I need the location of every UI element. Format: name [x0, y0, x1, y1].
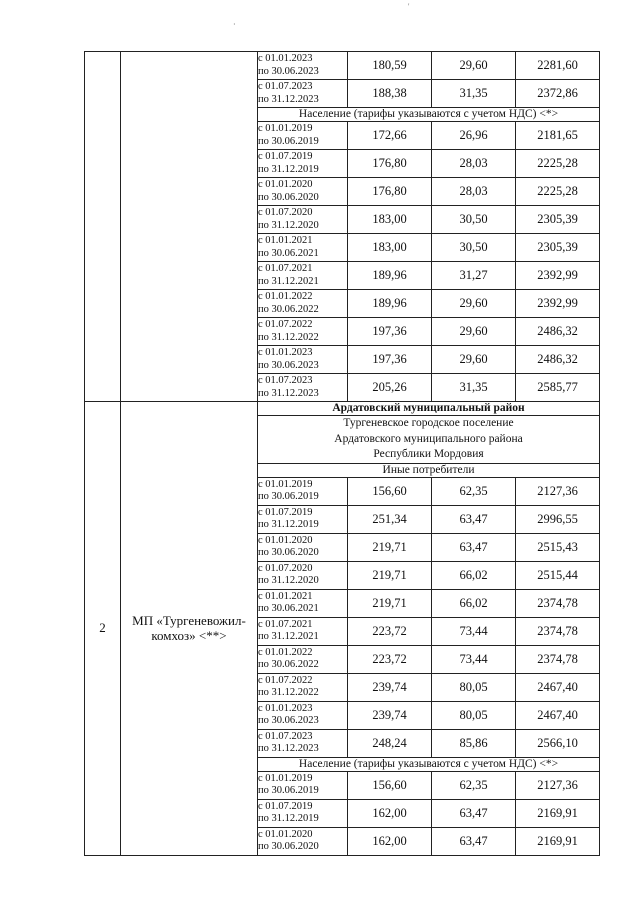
- tariff-value-1: 239,74: [348, 673, 432, 701]
- period-end: по 31.12.2019: [258, 519, 319, 530]
- period-end: по 31.12.2019: [258, 813, 319, 824]
- period-start: с 01.07.2021: [258, 263, 313, 274]
- period-start: с 01.07.2023: [258, 375, 313, 386]
- tariff-value-3: 2181,65: [516, 122, 600, 150]
- tariff-value-2: 29,60: [432, 290, 516, 318]
- period-cell: [258, 290, 348, 318]
- period-start: с 01.01.2023: [258, 347, 313, 358]
- tariff-value-3: 2467,40: [516, 701, 600, 729]
- period-start: с 01.07.2019: [258, 151, 313, 162]
- district-heading: Ардатовский муниципальный район: [258, 402, 600, 416]
- tariff-value-2: 62,35: [432, 477, 516, 505]
- period-cell: [258, 589, 348, 617]
- tariff-value-1: 183,00: [348, 234, 432, 262]
- tariff-value-3: 2372,86: [516, 80, 600, 108]
- tariff-value-3: 2585,77: [516, 374, 600, 402]
- consumer-group-label: Иные потребители: [258, 463, 600, 477]
- table-row: [85, 52, 600, 80]
- period-end: по 30.06.2021: [258, 603, 319, 614]
- period-end: по 31.12.2023: [258, 93, 319, 105]
- tariff-value-1: 183,00: [348, 206, 432, 234]
- page-top-mark: ': [408, 2, 410, 11]
- tariff-value-1: 219,71: [348, 533, 432, 561]
- period-cell: [258, 477, 348, 505]
- period-end: по 30.06.2020: [258, 191, 319, 203]
- period-start: с 01.07.2021: [258, 618, 313, 630]
- tariff-value-1: 156,60: [348, 771, 432, 799]
- tariff-value-2: 30,50: [432, 206, 516, 234]
- tariff-value-2: 66,02: [432, 561, 516, 589]
- period-cell: [258, 262, 348, 290]
- tariff-value-3: 2374,78: [516, 589, 600, 617]
- tariff-value-3: 2392,99: [516, 262, 600, 290]
- tariff-value-1: 205,26: [348, 374, 432, 402]
- row-number-cell: 2: [85, 402, 121, 856]
- tariff-value-2: 63,47: [432, 533, 516, 561]
- period-cell: [258, 234, 348, 262]
- period-end: по 30.06.2022: [258, 303, 319, 315]
- period-end: по 31.12.2022: [258, 331, 319, 343]
- tariff-value-1: 162,00: [348, 827, 432, 855]
- tariff-value-2: 29,60: [432, 318, 516, 346]
- period-cell: [258, 206, 348, 234]
- organization-cell: МП «Тургеневожил-комхоз» <**>: [121, 402, 258, 856]
- tariff-value-1: 223,72: [348, 617, 432, 645]
- tariff-value-2: 63,47: [432, 505, 516, 533]
- tariff-value-2: 62,35: [432, 771, 516, 799]
- tariff-value-3: 2374,78: [516, 617, 600, 645]
- tariff-value-1: 197,36: [348, 318, 432, 346]
- tariff-value-1: 197,36: [348, 346, 432, 374]
- tariff-value-2: 73,44: [432, 645, 516, 673]
- period-end: по 31.12.2019: [258, 163, 319, 175]
- period-end: по 31.12.2021: [258, 631, 319, 642]
- period-start: с 01.01.2020: [258, 179, 313, 190]
- tariff-value-1: 248,24: [348, 729, 432, 757]
- tariff-value-2: 31,35: [432, 374, 516, 402]
- period-start: с 01.07.2020: [258, 207, 313, 218]
- period-cell: [258, 617, 348, 645]
- period-end: по 31.12.2020: [258, 219, 319, 231]
- tariff-value-3: 2374,78: [516, 645, 600, 673]
- tariff-value-2: 85,86: [432, 729, 516, 757]
- period-start: с 01.01.2021: [258, 235, 313, 246]
- period-cell: [258, 374, 348, 402]
- tariff-value-3: 2486,32: [516, 318, 600, 346]
- period-start: с 01.07.2020: [258, 562, 313, 574]
- period-end: по 30.06.2023: [258, 65, 319, 77]
- period-start: с 01.01.2019: [258, 478, 313, 490]
- tariff-value-3: 2515,44: [516, 561, 600, 589]
- period-end: по 31.12.2023: [258, 387, 319, 399]
- period-start: с 01.01.2023: [258, 53, 313, 64]
- tariff-value-3: 2169,91: [516, 827, 600, 855]
- period-start: с 01.01.2023: [258, 702, 313, 714]
- organization-cell: [121, 52, 258, 402]
- tariff-value-1: 162,00: [348, 799, 432, 827]
- tariff-value-3: 2566,10: [516, 729, 600, 757]
- period-cell: [258, 673, 348, 701]
- period-end: по 30.06.2021: [258, 247, 319, 259]
- period-start: с 01.01.2020: [258, 534, 313, 546]
- period-end: по 31.12.2020: [258, 575, 319, 586]
- period-end: по 30.06.2019: [258, 135, 319, 147]
- tariff-value-1: 189,96: [348, 262, 432, 290]
- period-start: с 01.07.2022: [258, 319, 313, 330]
- tariff-value-3: 2305,39: [516, 206, 600, 234]
- locality-line: Тургеневское городское поселение: [343, 417, 514, 429]
- tariff-value-1: 176,80: [348, 150, 432, 178]
- tariff-value-2: 66,02: [432, 589, 516, 617]
- period-start: с 01.01.2022: [258, 646, 313, 658]
- period-cell: [258, 346, 348, 374]
- page-dot-mark: ·: [233, 20, 236, 29]
- period-end: по 30.06.2020: [258, 547, 319, 558]
- period-start: с 01.07.2023: [258, 81, 313, 92]
- period-cell: [258, 561, 348, 589]
- period-cell: [258, 729, 348, 757]
- tariff-value-2: 26,96: [432, 122, 516, 150]
- consumer-group-label: Население (тарифы указываются с учетом НДС) <*>: [258, 108, 600, 122]
- tariff-value-3: 2305,39: [516, 234, 600, 262]
- locality-heading: [258, 416, 600, 464]
- period-end: по 30.06.2020: [258, 841, 319, 852]
- tariff-value-3: 2225,28: [516, 178, 600, 206]
- period-cell: [258, 827, 348, 855]
- period-start: с 01.01.2019: [258, 123, 313, 134]
- tariff-value-1: 156,60: [348, 477, 432, 505]
- tariff-value-3: 2392,99: [516, 290, 600, 318]
- tariff-value-1: 219,71: [348, 561, 432, 589]
- period-start: с 01.01.2021: [258, 590, 313, 602]
- tariff-value-3: 2225,28: [516, 150, 600, 178]
- period-end: по 30.06.2022: [258, 659, 319, 670]
- tariff-value-1: 219,71: [348, 589, 432, 617]
- tariff-value-1: 223,72: [348, 645, 432, 673]
- tariff-value-3: 2169,91: [516, 799, 600, 827]
- period-start: с 01.07.2019: [258, 800, 313, 812]
- tariff-value-2: 73,44: [432, 617, 516, 645]
- period-start: с 01.01.2022: [258, 291, 313, 302]
- period-start: с 01.07.2022: [258, 674, 313, 686]
- tariff-value-3: 2281,60: [516, 52, 600, 80]
- period-cell: [258, 533, 348, 561]
- locality-line: Ардатовского муниципального района: [334, 432, 523, 445]
- period-start: с 01.01.2020: [258, 828, 313, 840]
- tariff-value-1: 189,96: [348, 290, 432, 318]
- tariff-value-3: 2996,55: [516, 505, 600, 533]
- tariff-value-1: 188,38: [348, 80, 432, 108]
- period-end: по 30.06.2019: [258, 785, 319, 796]
- tariff-value-3: 2467,40: [516, 673, 600, 701]
- period-cell: [258, 150, 348, 178]
- period-cell: [258, 80, 348, 108]
- tariff-value-2: 28,03: [432, 150, 516, 178]
- tariff-value-2: 63,47: [432, 827, 516, 855]
- tariff-value-2: 29,60: [432, 52, 516, 80]
- consumer-group-label: Население (тарифы указываются с учетом НДС) <*>: [258, 757, 600, 771]
- period-start: с 01.01.2019: [258, 772, 313, 784]
- period-end: по 31.12.2022: [258, 687, 319, 698]
- period-cell: [258, 799, 348, 827]
- tariff-value-2: 31,27: [432, 262, 516, 290]
- locality-line: Республики Мордовия: [373, 448, 484, 460]
- tariff-value-3: 2127,36: [516, 771, 600, 799]
- tariff-value-2: 29,60: [432, 346, 516, 374]
- period-end: по 30.06.2023: [258, 359, 319, 371]
- period-end: по 31.12.2023: [258, 743, 319, 754]
- tariff-value-3: 2127,36: [516, 477, 600, 505]
- period-cell: [258, 645, 348, 673]
- tariff-value-2: 80,05: [432, 701, 516, 729]
- period-cell: [258, 52, 348, 80]
- period-start: с 01.07.2019: [258, 506, 313, 518]
- tariff-value-1: 176,80: [348, 178, 432, 206]
- tariff-value-2: 30,50: [432, 234, 516, 262]
- period-cell: [258, 122, 348, 150]
- tariff-value-3: 2486,32: [516, 346, 600, 374]
- tariff-value-1: 180,59: [348, 52, 432, 80]
- period-cell: [258, 318, 348, 346]
- period-end: по 30.06.2019: [258, 491, 319, 502]
- tariff-value-2: 31,35: [432, 80, 516, 108]
- tariff-value-2: 80,05: [432, 673, 516, 701]
- period-end: по 31.12.2021: [258, 275, 319, 287]
- row-number-cell: [85, 52, 121, 402]
- period-start: с 01.07.2023: [258, 730, 313, 742]
- tariff-value-2: 28,03: [432, 178, 516, 206]
- period-end: по 30.06.2023: [258, 715, 319, 726]
- tariff-value-3: 2515,43: [516, 533, 600, 561]
- tariff-value-1: 251,34: [348, 505, 432, 533]
- period-cell: [258, 178, 348, 206]
- tariff-table: [84, 51, 600, 856]
- tariff-value-1: 172,66: [348, 122, 432, 150]
- period-cell: [258, 505, 348, 533]
- tariff-value-1: 239,74: [348, 701, 432, 729]
- period-cell: [258, 701, 348, 729]
- tariff-value-2: 63,47: [432, 799, 516, 827]
- district-row: [85, 402, 600, 416]
- period-cell: [258, 771, 348, 799]
